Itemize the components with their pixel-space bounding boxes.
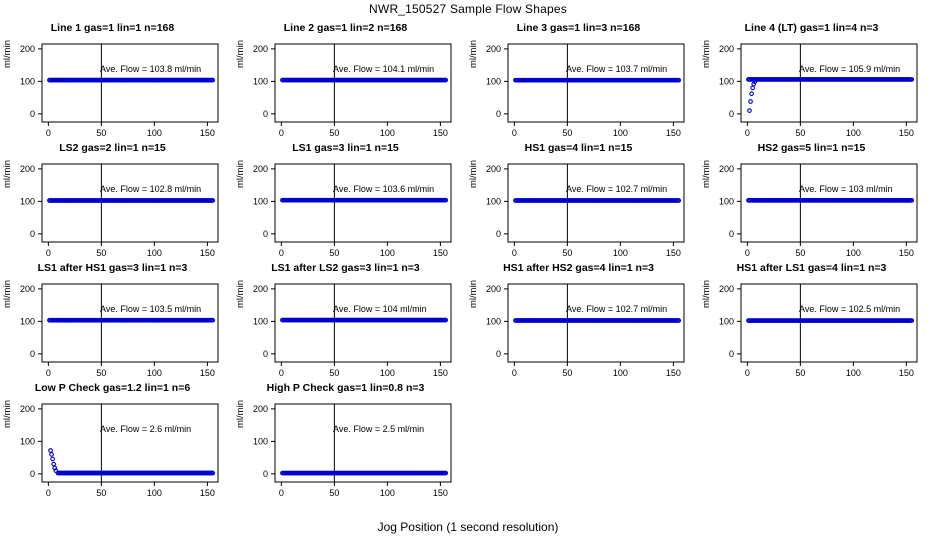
data-series	[747, 199, 914, 203]
y-tick-label: 0	[728, 108, 734, 119]
y-tick-label: 0	[495, 108, 501, 119]
x-tick-label: 150	[665, 128, 681, 138]
y-tick-label: 200	[718, 283, 734, 294]
y-axis-label: ml/min	[2, 280, 13, 308]
x-tick-label: 100	[146, 248, 162, 258]
x-tick-label: 100	[845, 368, 861, 378]
average-flow-annotation: Ave. Flow = 103.5 ml/min	[100, 304, 202, 314]
panel-title: LS1 gas=3 lin=1 n=15	[292, 142, 399, 154]
panel-title: Line 2 gas=1 lin=2 n=168	[283, 22, 408, 34]
x-tick-label: 50	[96, 128, 107, 138]
average-flow-annotation: Ave. Flow = 2.6 ml/min	[100, 424, 192, 434]
chart-panel	[233, 22, 458, 148]
y-tick-label: 0	[262, 228, 268, 239]
x-tick-label: 100	[146, 368, 162, 378]
x-tick-label: 0	[45, 488, 51, 498]
average-flow-annotation: Ave. Flow = 102.7 ml/min	[566, 304, 668, 314]
x-axis-label: Jog Position (1 second resolution)	[377, 520, 559, 534]
x-tick-label: 100	[146, 488, 162, 498]
y-tick-label: 100	[252, 316, 268, 327]
x-tick-label: 50	[96, 488, 107, 498]
panel-title: HS2 gas=5 lin=1 n=15	[757, 142, 866, 154]
plot-box	[508, 44, 684, 122]
plot-area	[466, 36, 691, 140]
chart-panel	[466, 142, 691, 268]
y-tick-label: 100	[252, 436, 268, 447]
panel-title: Line 1 gas=1 lin=1 n=168	[50, 22, 175, 34]
x-tick-label: 50	[96, 248, 107, 258]
chart-panel	[233, 262, 458, 388]
x-tick-label: 0	[511, 368, 517, 378]
panel-title: Line 4 (LT) gas=1 lin=4 n=3	[744, 22, 879, 34]
y-tick-label: 0	[262, 108, 268, 119]
x-tick-label: 100	[379, 488, 395, 498]
chart-panel	[233, 382, 458, 508]
average-flow-annotation: Ave. Flow = 2.5 ml/min	[333, 424, 425, 434]
x-tick-label: 150	[199, 248, 215, 258]
y-axis-label: ml/min	[701, 40, 712, 68]
y-axis-label: ml/min	[468, 40, 479, 68]
average-flow-annotation: Ave. Flow = 103.7 ml/min	[566, 64, 668, 74]
panel-title: HS1 gas=4 lin=1 n=15	[524, 142, 633, 154]
y-tick-label: 100	[718, 76, 734, 87]
y-tick-label: 200	[19, 283, 35, 294]
y-tick-label: 0	[29, 228, 35, 239]
x-tick-label: 50	[795, 368, 806, 378]
x-tick-label: 150	[432, 128, 448, 138]
data-series	[514, 319, 681, 323]
y-tick-label: 0	[262, 348, 268, 359]
y-tick-label: 200	[252, 283, 268, 294]
y-tick-label: 100	[485, 196, 501, 207]
x-tick-label: 0	[278, 128, 284, 138]
y-axis-label: ml/min	[468, 280, 479, 308]
chart-panel	[466, 262, 691, 388]
y-axis-label: ml/min	[235, 400, 246, 428]
x-tick-label: 150	[898, 248, 914, 258]
y-tick-label: 200	[718, 43, 734, 54]
y-tick-label: 0	[29, 108, 35, 119]
x-tick-label: 100	[379, 248, 395, 258]
x-tick-label: 0	[45, 128, 51, 138]
data-series	[514, 78, 681, 82]
y-axis-label: ml/min	[235, 280, 246, 308]
chart-panel	[0, 142, 225, 268]
plot-area	[0, 156, 225, 260]
data-series	[281, 198, 448, 202]
x-tick-label: 100	[612, 248, 628, 258]
chart-panel	[699, 262, 924, 388]
chart-panel	[233, 142, 458, 268]
x-tick-label: 0	[45, 248, 51, 258]
x-tick-label: 150	[898, 368, 914, 378]
x-tick-label: 50	[329, 128, 340, 138]
x-tick-label: 150	[898, 128, 914, 138]
data-series	[48, 199, 215, 203]
y-axis-label: ml/min	[235, 40, 246, 68]
x-tick-label: 150	[199, 488, 215, 498]
plot-box	[42, 164, 218, 242]
x-tick-label: 50	[562, 368, 573, 378]
average-flow-annotation: Ave. Flow = 102.8 ml/min	[100, 184, 202, 194]
y-tick-label: 200	[252, 43, 268, 54]
plot-area	[0, 276, 225, 380]
data-series	[747, 319, 914, 323]
data-series	[49, 449, 215, 475]
y-axis-label: ml/min	[2, 40, 13, 68]
plot-box	[741, 44, 917, 122]
plot-area	[233, 156, 458, 260]
y-axis-label: ml/min	[235, 160, 246, 188]
x-tick-label: 0	[744, 248, 750, 258]
y-tick-label: 200	[19, 43, 35, 54]
y-tick-label: 200	[252, 403, 268, 414]
plot-box	[42, 44, 218, 122]
chart-panel	[0, 22, 225, 148]
x-tick-label: 100	[612, 368, 628, 378]
average-flow-annotation: Ave. Flow = 102.7 ml/min	[566, 184, 668, 194]
chart-panel	[466, 22, 691, 148]
x-tick-label: 0	[511, 128, 517, 138]
x-tick-label: 150	[665, 248, 681, 258]
plot-area	[0, 396, 225, 500]
plot-box	[508, 284, 684, 362]
x-tick-label: 100	[845, 248, 861, 258]
panel-title: High P Check gas=1 lin=0.8 n=3	[266, 382, 425, 394]
x-tick-label: 50	[329, 248, 340, 258]
chart-panel	[0, 382, 225, 508]
x-tick-label: 0	[45, 368, 51, 378]
x-tick-label: 150	[199, 368, 215, 378]
plot-area	[233, 396, 458, 500]
plot-box	[741, 164, 917, 242]
x-tick-label: 50	[96, 368, 107, 378]
plot-area	[466, 156, 691, 260]
data-series	[281, 318, 448, 322]
y-tick-label: 200	[19, 163, 35, 174]
plot-area	[699, 156, 924, 260]
average-flow-annotation: Ave. Flow = 104 ml/min	[333, 304, 427, 314]
x-tick-label: 100	[379, 368, 395, 378]
panel-title: LS1 after HS1 gas=3 lin=1 n=3	[37, 262, 188, 274]
plot-area	[233, 36, 458, 140]
plot-area	[233, 276, 458, 380]
y-tick-label: 100	[19, 436, 35, 447]
y-tick-label: 100	[19, 76, 35, 87]
x-tick-label: 0	[744, 368, 750, 378]
y-tick-label: 200	[485, 283, 501, 294]
data-series	[514, 199, 681, 203]
panel-title: HS1 after HS2 gas=4 lin=1 n=3	[503, 262, 654, 274]
y-tick-label: 0	[495, 228, 501, 239]
plot-box	[741, 284, 917, 362]
average-flow-annotation: Ave. Flow = 103.6 ml/min	[333, 184, 435, 194]
panel-title: Line 3 gas=1 lin=3 n=168	[516, 22, 641, 34]
x-tick-label: 150	[665, 368, 681, 378]
data-series	[281, 78, 448, 82]
average-flow-annotation: Ave. Flow = 103.8 ml/min	[100, 64, 202, 74]
panel-title: Low P Check gas=1.2 lin=1 n=6	[34, 382, 191, 394]
plot-area	[466, 276, 691, 380]
y-tick-label: 100	[252, 196, 268, 207]
plot-box	[42, 284, 218, 362]
plot-box	[42, 404, 218, 482]
x-tick-label: 150	[432, 248, 448, 258]
y-tick-label: 0	[262, 468, 268, 479]
y-tick-label: 100	[485, 76, 501, 87]
chart-panel	[0, 262, 225, 388]
average-flow-annotation: Ave. Flow = 105.9 ml/min	[799, 64, 901, 74]
y-tick-label: 200	[485, 43, 501, 54]
y-tick-label: 100	[252, 76, 268, 87]
x-tick-label: 150	[432, 368, 448, 378]
y-tick-label: 0	[495, 348, 501, 359]
y-tick-label: 100	[718, 316, 734, 327]
average-flow-annotation: Ave. Flow = 104.1 ml/min	[333, 64, 435, 74]
plot-box	[275, 284, 451, 362]
x-tick-label: 50	[562, 128, 573, 138]
plot-box	[275, 44, 451, 122]
figure-title: NWR_150527 Sample Flow Shapes	[369, 2, 567, 16]
y-tick-label: 100	[19, 196, 35, 207]
y-axis-label: ml/min	[701, 160, 712, 188]
x-tick-label: 0	[511, 248, 517, 258]
plot-area	[699, 276, 924, 380]
average-flow-annotation: Ave. Flow = 102.5 ml/min	[799, 304, 901, 314]
x-tick-label: 100	[845, 128, 861, 138]
x-tick-label: 50	[562, 248, 573, 258]
y-axis-label: ml/min	[2, 400, 13, 428]
plot-box	[508, 164, 684, 242]
x-tick-label: 100	[612, 128, 628, 138]
y-axis-label: ml/min	[468, 160, 479, 188]
data-series	[281, 471, 448, 475]
x-tick-label: 50	[795, 248, 806, 258]
x-tick-label: 0	[278, 488, 284, 498]
plot-box	[275, 404, 451, 482]
y-tick-label: 0	[29, 348, 35, 359]
x-tick-label: 100	[379, 128, 395, 138]
x-tick-label: 50	[795, 128, 806, 138]
y-tick-label: 100	[485, 316, 501, 327]
x-tick-label: 50	[329, 488, 340, 498]
x-tick-label: 50	[329, 368, 340, 378]
y-axis-label: ml/min	[2, 160, 13, 188]
x-tick-label: 150	[199, 128, 215, 138]
y-tick-label: 200	[718, 163, 734, 174]
chart-panel	[699, 142, 924, 268]
plot-box	[275, 164, 451, 242]
y-tick-label: 0	[728, 348, 734, 359]
y-tick-label: 200	[485, 163, 501, 174]
x-tick-label: 0	[278, 248, 284, 258]
y-tick-label: 200	[252, 163, 268, 174]
plot-area	[0, 36, 225, 140]
x-tick-label: 150	[432, 488, 448, 498]
average-flow-annotation: Ave. Flow = 103 ml/min	[799, 184, 893, 194]
y-axis-label: ml/min	[701, 280, 712, 308]
y-tick-label: 100	[19, 316, 35, 327]
x-tick-label: 0	[744, 128, 750, 138]
data-series	[48, 318, 215, 322]
plot-area	[699, 36, 924, 140]
panel-title: LS1 after LS2 gas=3 lin=1 n=3	[271, 262, 420, 274]
data-series	[747, 78, 914, 113]
y-tick-label: 200	[19, 403, 35, 414]
x-tick-label: 100	[146, 128, 162, 138]
x-tick-label: 0	[278, 368, 284, 378]
panel-title: LS2 gas=2 lin=1 n=15	[59, 142, 166, 154]
panel-title: HS1 after LS1 gas=4 lin=1 n=3	[736, 262, 887, 274]
y-tick-label: 0	[728, 228, 734, 239]
y-tick-label: 100	[718, 196, 734, 207]
y-tick-label: 0	[29, 468, 35, 479]
data-series	[48, 78, 215, 82]
chart-panel	[699, 22, 924, 148]
